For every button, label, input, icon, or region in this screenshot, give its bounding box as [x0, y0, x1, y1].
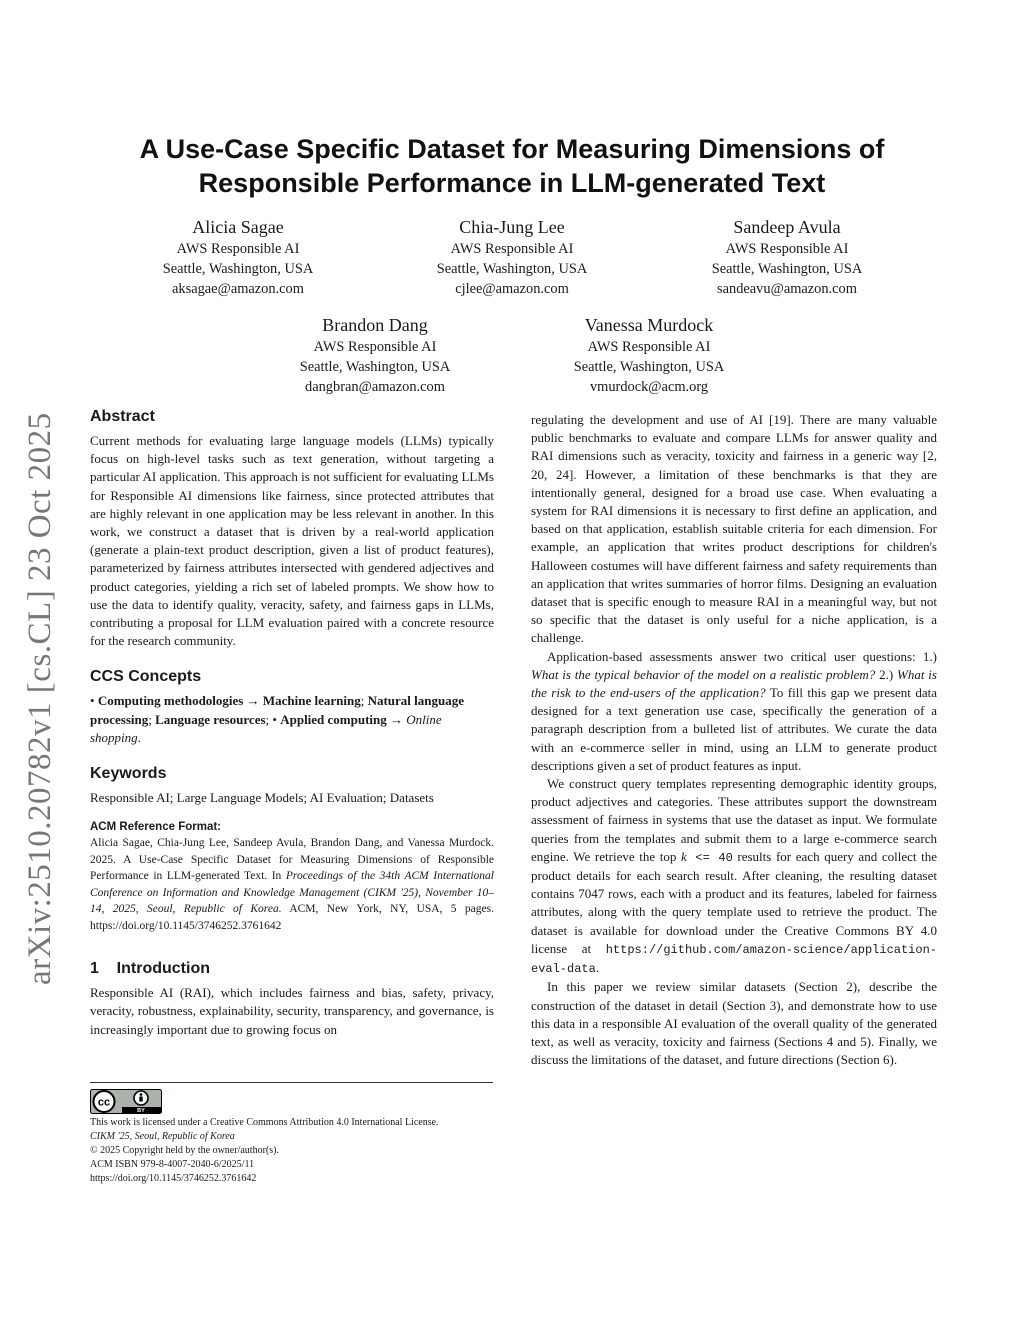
author-location: Seattle, Washington, USA	[436, 261, 588, 277]
p2-text: 2.)	[875, 666, 898, 682]
dataset-url-link[interactable]: https://github.com/amazon-science/application-eval-data	[531, 942, 937, 977]
author-affiliation: AWS Responsible AI	[725, 241, 849, 257]
author-location: Seattle, Washington, USA	[711, 261, 863, 277]
ccs-bullet: •	[272, 711, 277, 727]
ccs-separator: ;	[265, 711, 270, 727]
ccs-language-resources: Language resources	[155, 711, 266, 727]
title-line-2: Responsible Performance in LLM-generated Text	[198, 168, 826, 198]
ccs-heading: CCS Concepts	[90, 668, 202, 686]
intro-paragraph-3	[531, 775, 937, 978]
p2-text: Application-based assessments answer two critical user questions: 1.)	[547, 648, 937, 664]
math-operator: <= 40	[686, 850, 733, 865]
author-email: cjlee@amazon.com	[455, 281, 569, 297]
license-footnote	[90, 1116, 500, 1186]
title-line-1: A Use-Case Specific Dataset for Measuring Dimensions of	[139, 134, 885, 164]
acm-reference-venue: Proceedings of the 34th ACM International Conference on Information and Knowledge Management (CIKM '25), November 10–14, 2025, Seoul, Republic of Korea.	[90, 870, 494, 916]
arrow-icon: →	[390, 711, 404, 727]
arxiv-identifier: arXiv:2510.20782v1 [cs.CL] 23 Oct 2025	[22, 412, 58, 985]
cc-by-license-icon	[90, 1089, 162, 1114]
keywords-text: Responsible AI; Large Language Models; AI Evaluation; Datasets	[90, 790, 434, 806]
author-block	[88, 215, 388, 299]
author-name: Alicia Sagae	[192, 217, 284, 237]
ccs-applied-computing: Applied computing	[280, 711, 387, 727]
introduction-heading: 1 Introduction	[90, 960, 210, 978]
question-1: What is the typical behavior of the model on a realistic problem?	[531, 666, 876, 682]
left-column	[90, 406, 494, 1039]
author-location: Seattle, Washington, USA	[573, 359, 725, 375]
p3-text: results for each query and collect the product details for each search result. After cleaning, the resulting dataset contains 7047 rows, each with a product and its features, labeled for fairness attributes, along with the query template used to retrieve the product. The dataset is available for download under the Creative Commons BY 4.0 license at	[531, 848, 937, 956]
intro-paragraph-1: regulating the development and use of AI [19]. There are many valuable public benchmarks to evaluate and compare LLMs for answer quality and RAI dimensions such as veracity, toxicity and fairness in a generic way [2, 20, 24]. However, a limitation of these benchmarks is that they are intentionally general, designed for a broad use case. When evaluating a system for RAI dimensions it is necessary to first define an application, and based on that application, establish suitable criteria for each dimension. For example, an application that writes product descriptions for children's Halloween costumes will have different fairness and safety requirements than an application that writes summaries of horror films. Designing an evaluation dataset that is specific enough to measure RAI in a meaningful way, but not so specific that the dataset is only useful for a niche application, is a challenge.	[531, 412, 937, 646]
author-affiliation: AWS Responsible AI	[176, 241, 300, 257]
arrow-icon: →	[246, 693, 260, 709]
author-location: Seattle, Washington, USA	[299, 359, 451, 375]
ccs-computing-methodologies: Computing methodologies	[97, 693, 244, 709]
p2-text: To fill this gap we present data designed for a text generation use case, specifically the generation of a paragraph description from a bulleted list of attributes. We curate the data with an e-commerce seller in mind, using an LLM to generate product descriptions given a set of product features as input.	[531, 685, 937, 773]
math-k: k	[681, 848, 687, 864]
author-affiliation: AWS Responsible AI	[313, 339, 437, 355]
ccs-nlp: Natural language processing	[90, 693, 465, 727]
ccs-separator: ;	[360, 693, 365, 709]
author-location: Seattle, Washington, USA	[162, 261, 314, 277]
footnote-divider	[90, 1082, 493, 1083]
author-email: dangbran@amazon.com	[305, 379, 445, 395]
question-2: What is the risk to the end-users of the application?	[531, 666, 937, 701]
copyright-line: © 2025 Copyright held by the owner/author(s).	[90, 1145, 279, 1156]
cc-by-label: BY	[137, 1108, 145, 1114]
author-block	[362, 215, 662, 299]
abstract-text: Current methods for evaluating large language models (LLMs) typically focus on high-level tasks such as text generation, without targeting a particular AI application. This approach is not sufficient for evaluating LLMs for Responsible AI dimensions like fairness, since protected attributes that are highly relevant in one application may be less relevant in another. In this work, we construct a dataset that is driven by a real-world application (generate a plain-text product description, given a list of product features), parameterized by fairness attributes intersected with gendered adjectives and product categories, yielding a rich set of labeled prompts. We show how to use the data to identify quality, veracity, safety, and fairness gaps in LLMs, contributing a proposal for LLM evaluation paired with a concrete resource for the research community.	[90, 433, 494, 649]
intro-paragraph-2	[531, 648, 937, 775]
author-name: Sandeep Avula	[733, 217, 841, 237]
abstract-heading: Abstract	[90, 408, 155, 425]
author-block	[499, 313, 799, 397]
paper-title	[92, 132, 932, 200]
acm-reference-text	[90, 835, 494, 934]
acm-reference-heading: ACM Reference Format:	[90, 821, 221, 834]
acm-reference-authors: Alicia Sagae, Chia-Jung Lee, Sandeep Avula, Brandon Dang, and Vanessa Murdock. 2025. A Use-Case Specific Dataset for Measuring Dimensions of Responsible Performance in LLM-generated Text. In	[90, 837, 494, 883]
license-line: This work is licensed under a Creative Commons Attribution 4.0 International License.	[90, 1117, 439, 1128]
author-name: Chia-Jung Lee	[459, 217, 565, 237]
ccs-concepts	[90, 692, 494, 747]
p3-text: We construct query templates representing demographic identity groups, product adjectives and categories. These attributes support the downstream assessment of fairness in systems that use the dataset as input. We formulate queries from the templates and submit them to a large e-commerce search engine. We retrieve the top	[531, 776, 937, 864]
author-name: Vanessa Murdock	[584, 315, 714, 335]
svg-text:cc: cc	[97, 1096, 111, 1109]
intro-paragraph-4: In this paper we review similar datasets (Section 2), describe the construction of the dataset in detail (Section 3), and demonstrate how to use this data in a responsible AI evaluation of the overall quality of the generated text, as well as veracity, toxicity and fairness (Sections 4 and 5). Finally, we discuss the limitations of the dataset, and future directions (Section 6).	[531, 979, 937, 1068]
author-name: Brandon Dang	[322, 315, 428, 335]
author-affiliation: AWS Responsible AI	[587, 339, 711, 355]
author-email: aksagae@amazon.com	[172, 281, 304, 297]
author-block	[225, 313, 525, 397]
ccs-separator: ;	[148, 711, 152, 727]
conference-line	[90, 1130, 500, 1144]
p3-end: .	[595, 960, 600, 976]
conference-name: CIKM '25, Seoul, Republic of Korea	[90, 1131, 235, 1142]
author-affiliation: AWS Responsible AI	[450, 241, 574, 257]
author-email: vmurdock@acm.org	[589, 379, 709, 395]
ccs-end: .	[137, 729, 141, 745]
author-block	[637, 215, 937, 299]
doi-link[interactable]: https://doi.org/10.1145/3746252.3761642	[90, 1173, 257, 1184]
ccs-bullet: •	[90, 693, 95, 709]
ccs-online-shopping: Online shopping	[90, 711, 442, 745]
keywords-heading: Keywords	[90, 765, 167, 783]
author-email: sandeavu@amazon.com	[717, 281, 857, 297]
isbn-line: ACM ISBN 979-8-4007-2040-6/2025/11	[90, 1159, 255, 1170]
acm-reference-publisher: ACM, New York, NY, USA, 5 pages. https://doi.org/10.1145/3746252.3761642	[90, 903, 494, 932]
right-column	[531, 411, 937, 1069]
introduction-text: Responsible AI (RAI), which includes fairness and bias, safety, privacy, veracity, robustness, explainability, security, transparency, and governance, is increasingly important due to growing focus on	[90, 985, 494, 1037]
ccs-machine-learning: Machine learning	[262, 693, 361, 709]
